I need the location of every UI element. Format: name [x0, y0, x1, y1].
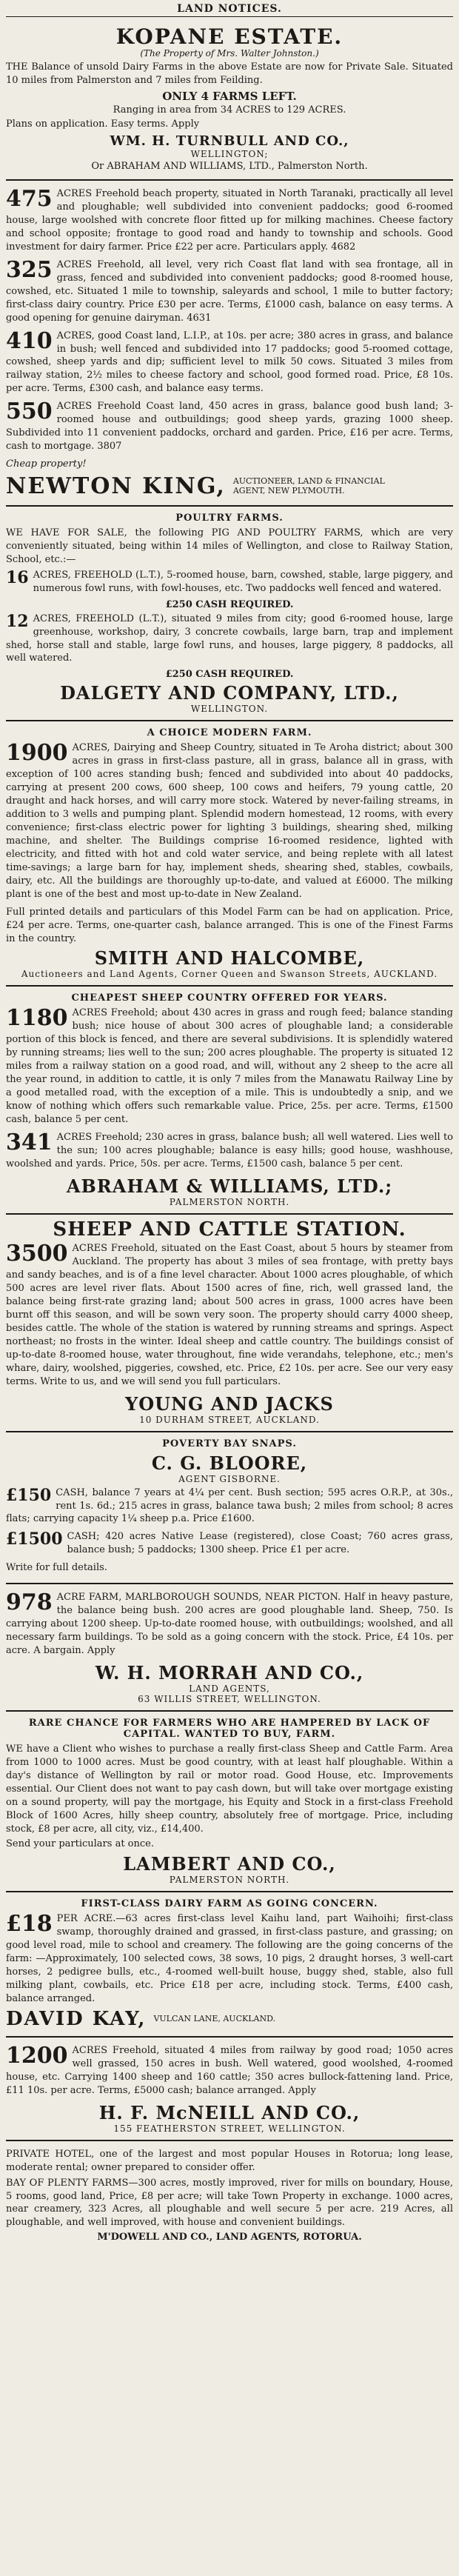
listing-price: £150 — [6, 1485, 52, 1505]
listing-price: £250 CASH REQUIRED. — [165, 598, 294, 610]
section-head: A CHOICE MODERN FARM. — [147, 727, 312, 739]
listing-text: ACRE FARM, MARLBOROUGH SOUNDS, NEAR PICTON. Half in heavy pasture, the balance being bush. 200 acres are good ploughable land. Sheep, 750. Is carrying about 1200 sheep. Up-to-date roomed house, with outbuildings; woolshed, and all necessary farm buildings. To be sold as a going concern with the stock. Price, £4 10s. per acre. A bargain. Apply — [6, 1592, 453, 1656]
listing-text: ACRES Freehold, situated on the East Coast, about 5 hours by steamer from Auckland. The property has about 3 miles of sea frontage, with pretty bays and sandy beaches, and is of a fine level character. About 1000 acres ploughable, of which 500 acres are level river flats. About 1500 acres of fine, rich, well grassed land, the balance being first-rate grazing land; about 500 acres in grass, 1000 acres have been burnt off this season, and will be sown very soon. The property should carry 4000 sheep, besides cattle. The whole of the station is watered by running streams and springs. Aspect northeast; no frosts in the winter. Ideal sheep and cattle country. The buildings consist of up-to-date 8-roomed house, water throughout, fine wide verandahs, telephone, etc.; men's whare, dairy, woolshed, piggeries, cowshed, etc. Price, £2 10s. per acre. See our very easy terms. Write to us, and we will send you full particulars. — [6, 1243, 453, 1387]
listing-area: 325 — [6, 256, 53, 283]
ad-abraham-williams — [6, 987, 453, 1214]
agent-name: C. G. BLOORE, — [151, 1452, 308, 1474]
listing-ref: 4631 — [187, 312, 212, 324]
ad-morrah — [6, 1584, 453, 1712]
section-head: RARE CHANCE FOR FARMERS WHO ARE HAMPERED BY LACK OF CAPITAL. WANTED TO BUY, FARM. — [28, 1717, 431, 1740]
listing-area: 1900 — [6, 740, 68, 767]
listing-price: £1500 — [6, 1529, 63, 1549]
agent-address: 10 DURHAM STREET, AUCKLAND. — [139, 1414, 320, 1425]
ad-body: Full printed details and particulars of this Model Farm can be had on application. Price, £24 per acre. Terms, one-quarter cash, balance arranged. This is one of the Finest Farms in the country. — [6, 906, 453, 944]
ad-body: THE Balance of unsold Dairy Farms in the above Estate are now for Private Sale. Situated 10 miles from Palmerston and 7 miles from Feilding. — [6, 61, 453, 87]
ad-mcdowell — [6, 2141, 453, 2251]
agent-place: WELLINGTON. — [190, 704, 269, 715]
ad-body: BAY OF PLENTY FARMS—300 acres, mostly improved, river for mills on boundary, House, 5 rooms, good land, Price, £8 per acre; will take Town Property in exchange. 1000 acres, near creamery, 323 Acres, all ploughable and well secure 5 per acre. 219 Acres, all ploughable, and well improved, with house and convenient buildings. — [6, 2177, 453, 2229]
listing-area: 16 — [6, 567, 29, 587]
listing-area: 3500 — [6, 1241, 68, 1267]
ad-body: PRIVATE HOTEL, one of the largest and most popular Houses in Rotorua; long lease, moderate rental; owner prepared to consider offer. — [6, 2148, 453, 2173]
agent-name: WM. H. TURNBULL AND CO., — [110, 133, 349, 150]
listing-text: ACRES, Dairying and Sheep Country, situated in Te Aroha district; about 300 acres in grass in first-class pasture, all in grass, balance all in grass, with exception of 100 acres standing bush; fenced and subdivided into about 40 paddocks, carrying at present 200 cows, 600 sheep, 100 cows and heifers, 79 young cattle, 20 draught and hack horses, and will carry more stock. Watered by never-failing streams, in addition to 3 wells and pumping plant. Splendid modern homestead, 12 rooms, with every convenience; first-class electric power for lighting 3 buildings, shearing shed, milking machine, and shelter. The Buildings comprise 16-roomed residence, lighted with electricity, and fitted with hot and cold water service, and being replete with all latest time-savings; a large barn for hay, implement sheds, shearing shed, stables, cowbails, dairy, etc. All the buildings are thoroughly up-to-date, and valued at £6000. The milking plant is one of the best and most up-to-date in New Zealand. — [6, 742, 453, 900]
listing-text: ACRES, good Coast land, L.I.P., at 10s. per acre; 380 acres in grass, and balance in bush; well fenced and subdivided into 17 paddocks; good 5-roomed cottage, cowshed, sheep yards and dip; sufficient level to milk 50 cows. Situated 3 miles from railway station, 2½ miles to cheese factory and school, good formed road. Price, £8 10s. per acre. Terms, £300 cash, and balance easy terms. — [6, 330, 453, 395]
listing-price: £250 CASH REQUIRED. — [165, 669, 294, 681]
listing-text: ACRES, FREEHOLD (L.T.), situated 9 miles from city; good 6-roomed house, large greenhouse, workshop, dairy, 3 concrete cowbails, large barn, trap and implement shed, horse stall and stable, large fowl runs, and houses, large piggery, 8 paddocks, all well watered. — [6, 613, 453, 664]
agent-name: NEWTON KING, — [6, 473, 226, 499]
agent-address: Auctioneers and Land Agents, Corner Queen and Swanson Streets, AUCKLAND. — [21, 969, 438, 980]
ad-body: WE HAVE FOR SALE, the following PIG AND POULTRY FARMS, which are very conveniently situated, being within 14 miles of Wellington, and close to Railway Station, School, etc.:— — [6, 527, 453, 565]
ad-young-jacks — [6, 1215, 453, 1432]
agent-place: WELLINGTON; — [190, 149, 269, 160]
agent-address: VULCAN LANE, AUCKLAND. — [153, 2014, 275, 2024]
ad-footer: Send your particulars at once. — [6, 1838, 154, 1850]
ad-title: KOPANE ESTATE. — [115, 24, 344, 49]
listing-area: 1200 — [6, 2042, 68, 2069]
listing-text: ACRES Freehold Coast land, 450 acres in grass, balance good bush land; 3-roomed house and outbuildings; good sheep yards, grazing 1000 sheep. Subdivided into 11 convenient paddocks, orchard and garden. Price, £16 per acre. Terms, cash to mortgage. — [6, 401, 453, 453]
agent-place: LAND AGENTS, — [189, 1683, 270, 1694]
agent-name: YOUNG AND JACKS — [125, 1392, 334, 1415]
listing-area: 410 — [6, 327, 53, 354]
ad-body: Ranging in area from 34 ACRES to 129 ACRES. — [113, 104, 346, 116]
section-head: FIRST-CLASS DAIRY FARM AS GOING CONCERN. — [81, 1898, 378, 1910]
listing-area: 550 — [6, 398, 53, 425]
ad-poultry-farms — [6, 507, 453, 721]
agent-address: 155 FEATHERSTON STREET, WELLINGTON. — [113, 2123, 346, 2134]
agent-name: DAVID KAY, — [6, 2007, 147, 2030]
section-head: CHEAPEST SHEEP COUNTRY OFFERED FOR YEARS. — [71, 992, 388, 1004]
section-head: POULTRY FARMS. — [175, 512, 284, 524]
listing-text: ACRES Freehold; 230 acres in grass, balance bush; all well watered. Lies well to the sun; 100 acres ploughable; balance is easy hills; good house, washhouse, woolshed and yards. Price, 50s. per acre. Terms, £1500 cash, balance 5 per cent. — [6, 1131, 453, 1169]
ad-mcneill — [6, 2038, 453, 2141]
agent-name: SMITH AND HALCOMBE, — [94, 947, 365, 970]
section-head: SHEEP AND CATTLE STATION. — [53, 1218, 406, 1241]
agent-name: LAMBERT AND CO., — [123, 1853, 336, 1875]
listing-text: CASH; 420 acres Native Lease (registered), close Coast; 760 acres grass, balance bush; 5 paddocks; 1300 sheep. Price £1 per acre. — [67, 1531, 453, 1556]
ad-body: WE have a Client who wishes to purchase a really first-class Sheep and Cattle Farm. Area from 1000 to 1000 acres. Must be good country, with at least half ploughable. Within a day's distance of Wellington by rail or motor road. Good House, etc. Improvements essential. Our Client does not want to pay cash down, but will take over mortgage existing on a sound property, will pay the mortgage, his Equity and Stock in a first-class Freehold Block of 1600 Acres, hilly sheep country, absolutely free of mortgage. Price, including stock, £8 per acre, all city, viz., £14,400. — [6, 1743, 453, 1835]
ad-bloore — [6, 1432, 453, 1585]
listing-text: ACRES Freehold, situated 4 miles from railway by good road; 1050 acres well grassed, 150 acres in bush. Well watered, good woolshed, 4-roomed house, etc. Carrying 1400 sheep and 160 cattle; 350 acres bullock-fattening land. Price, £11 10s. per acre. Terms, £5000 cash; balance arranged. Apply — [6, 2044, 453, 2096]
listing-price: £18 — [6, 1911, 53, 1938]
ad-newton-king — [6, 181, 453, 507]
agent-name: M'DOWELL AND CO., LAND AGENTS, ROTORUA. — [97, 2232, 362, 2243]
ad-kopane-estate — [6, 21, 453, 181]
agent-address: 63 WILLIS STREET, WELLINGTON. — [138, 1693, 321, 1704]
agent-name: ABRAHAM & WILLIAMS, LTD.; — [66, 1175, 393, 1197]
listing-ref: 3807 — [97, 441, 122, 453]
agent-block — [6, 2008, 453, 2030]
listing-ref: 4682 — [331, 241, 356, 253]
agent-alt: Or ABRAHAM AND WILLIAMS, LTD., Palmerston North. — [91, 161, 368, 173]
listing-text: ACRES, FREEHOLD (L.T.), 5-roomed house, barn, cowshed, stable, large piggery, and numerous fowl runs, with fowl-houses, etc. Two paddocks well fenced and watered. — [33, 569, 453, 594]
ad-david-kay — [6, 1892, 453, 2038]
section-head: POVERTY BAY SNAPS. — [162, 1438, 297, 1449]
ad-body: Cheap property! — [6, 458, 87, 470]
ad-smith-halcombe — [6, 721, 453, 987]
ad-lambert — [6, 1712, 453, 1893]
agent-block — [6, 473, 453, 499]
ad-subtitle: (The Property of Mrs. Walter Johnston.) — [140, 48, 319, 59]
listing-text: CASH, balance 7 years at 4¼ per cent. Bush section; 595 acres O.R.P., at 30s., rent 1s. 6d.; 215 acres in grass, balance tawa bush; 2 miles from school; 8 acres flats; carrying capacity 1¼ sheep p.a. Price £1600. — [6, 1486, 453, 1525]
listing-area: 341 — [6, 1129, 53, 1155]
agent-place: PALMERSTON NORTH. — [169, 1196, 290, 1207]
listing-area: 1180 — [6, 1005, 68, 1032]
listing-text: ACRES Freehold beach property, situated in North Taranaki, practically all level and ploughable; well subdivided into convenient paddocks; good 6-roomed house, large woolshed with concrete floor fitted up for milking machines. Cheese factory and school opposite; frontage to good road and handy to township and schools. Good investment for dairy farmer. Price £22 per acre. Particulars apply. — [6, 188, 453, 253]
agent-desc: AUCTIONEER, LAND & FINANCIAL — [232, 476, 385, 486]
listing-text: PER ACRE.—63 acres first-class level Kaihu land, part Waihoihi; first-class swamp, thoroughly drained and grassed, in first-class pasture, and grassing; on good level road, mile to school and creamery. The following are the going concerns of the farm: —Approximately, 100 selected cows, 38 sows, 10 pigs, 2 draught horses, 3 well-cart horses, 2 pedigree bulls, etc., 4-roomed well-built house, buggy shed, stable, also full milking plant, cowbails, etc. Price £18 per acre, including stock. Terms, £400 cash, balance arranged. — [6, 1913, 453, 2005]
masthead: LAND NOTICES. — [6, 3, 453, 17]
agent-place: AGENT GISBORNE. — [178, 1473, 281, 1484]
ad-highlight: ONLY 4 FARMS LEFT. — [162, 90, 297, 104]
listing-area: 12 — [6, 611, 29, 631]
listing-text: ACRES Freehold; about 430 acres in grass and rough feed; balance standing bush; nice house of about 300 acres of ploughable land; a considerable portion of this block is fenced, and there are several subdivisions. It is splendidly watered by running streams; lies well to the sun; 200 acres ploughable. The property is situated 12 miles from a railway station on a good road, and will, without any 2 sheep to the acre all the year round, in addition to cattle, it is only 7 miles from the Manawatu Railway Line by a good metalled road, with the exception of a mile. This is undoubtedly a snip, and we know of nothing which offers such remarkable value. Price, 25s. per acre. Terms, £1500 cash, balance 5 per cent. — [6, 1007, 453, 1125]
agent-name: H. F. McNEILL AND CO., — [98, 2101, 361, 2123]
listing-text: ACRES Freehold, all level, very rich Coast flat land with sea frontage, all in grass, fenced and subdivided into convenient paddocks; good 8-roomed house, cowshed, etc. Situated 1 mile to township, saleyards and school, 1 mile to butter factory; first-class dairy country. Price £30 per acre. Terms, £1000 cash, balance on easy terms. A good opening for genuine dairyman. — [6, 258, 453, 324]
agent-name: DALGETY AND COMPANY, LTD., — [60, 682, 399, 704]
ad-footer: Write for full details. — [6, 1562, 107, 1574]
listing-area: 475 — [6, 186, 53, 213]
ad-body: Plans on application. Easy terms. Apply — [6, 119, 200, 130]
agent-place: AGENT, NEW PLYMOUTH. — [232, 486, 345, 496]
listing-area: 978 — [6, 1589, 53, 1616]
agent-place: PALMERSTON NORTH. — [169, 1875, 290, 1886]
agent-name: W. H. MORRAH AND CO., — [95, 1661, 364, 1684]
